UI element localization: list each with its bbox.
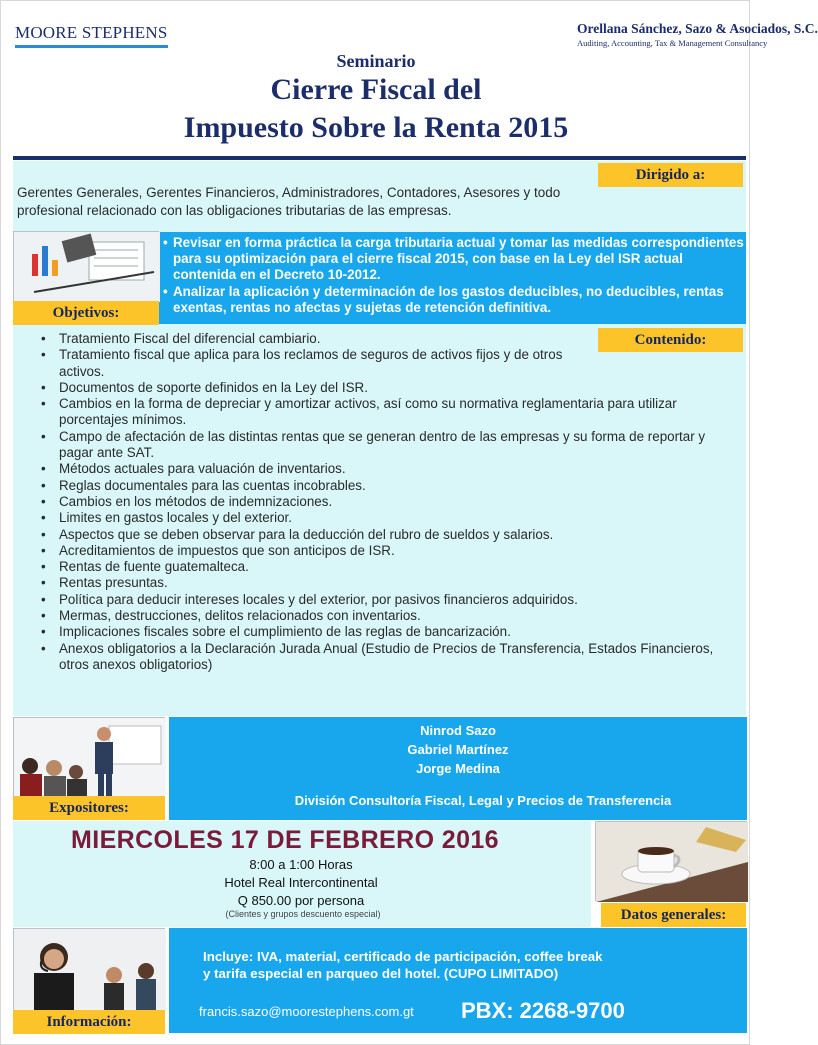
- info-panel: [169, 928, 747, 1033]
- contact-photo: [13, 928, 165, 1010]
- orellana-logo: [577, 21, 818, 48]
- info-tab: Información:: [13, 1010, 165, 1034]
- call-center-icon: [14, 929, 166, 1011]
- content-item: • Política para deducir intereses locales y del exterior, por pasivos financieros adquiridos.: [39, 592, 735, 608]
- contact-email[interactable]: francis.sazo@moorestephens.com.gt: [199, 1004, 414, 1019]
- seminar-title: [1, 71, 751, 147]
- event-price: Q 850.00 por persona: [237, 893, 365, 908]
- header-divider: [13, 156, 746, 160]
- coffee-cup-icon: [596, 822, 748, 902]
- content-item: • Limites en gastos locales y del exterior.: [39, 510, 735, 526]
- objectives-list: [163, 235, 745, 317]
- orellana-logo-name: Orellana Sánchez, Sazo & Asociados, S.C.: [577, 21, 818, 36]
- speakers-photo: [13, 717, 165, 796]
- event-tab: Datos generales:: [601, 903, 746, 927]
- event-date: MIERCOLES 17 DE FEBRERO 2016: [71, 826, 499, 854]
- objective-item: • Revisar en forma práctica la carga tributaria actual y tomar las medidas correspondientes para su optimización para el cierre fiscal 2015, con base en la Ley del ISR actual contenida en el Decreto 10-2012.: [163, 235, 745, 283]
- objective-item: • Analizar la aplicación y determinación de los gastos deducibles, no deducibles, rentas exentas, rentas no afectas y sujetas de retención definitiva.: [163, 284, 745, 316]
- audience-tab: Dirigido a:: [598, 163, 743, 187]
- contact-phone[interactable]: PBX: 2268-9700: [461, 998, 625, 1023]
- content-item: • Reglas documentales para las cuentas incobrables.: [39, 478, 735, 494]
- content-item: • Anexos obligatorios a la Declaración Jurada Anual (Estudio de Precios de Transferencia, Estados Financieros, otros anexos obligatorios): [39, 641, 735, 674]
- speaker-name: Ninrod Sazo: [420, 723, 496, 738]
- presenter-icon: [14, 718, 166, 797]
- info-includes-line-2: y tarifa especial en parqueo del hotel. (CUPO LIMITADO): [203, 966, 559, 981]
- content-item: • Mermas, destrucciones, delitos relacionados con inventarios.: [39, 608, 735, 624]
- speaker-name: Jorge Medina: [416, 761, 500, 776]
- speakers-tab: Expositores:: [13, 796, 165, 820]
- moore-stephens-logo: MOORE STEPHENS: [15, 23, 168, 42]
- content-item: • Documentos de soporte definidos en la Ley del ISR.: [39, 380, 735, 396]
- coffee-photo: [595, 821, 747, 901]
- speakers-panel: [169, 717, 747, 820]
- seminar-label: Seminario: [336, 51, 416, 71]
- content-item: • Métodos actuales para valuación de inventarios.: [39, 461, 735, 477]
- content-item: • Campo de afectación de las distintas rentas que se generan dentro de las empresas y su forma de reportar y pagar ante SAT.: [39, 429, 735, 462]
- content-item: • Tratamiento fiscal que aplica para los reclamos de seguros de activos fijos y de otros activos.: [39, 347, 735, 380]
- title-line-2: Impuesto Sobre la Renta 2015: [183, 111, 569, 144]
- content-item: • Tratamiento Fiscal del diferencial cambiario.: [39, 331, 735, 347]
- logo-underline: [15, 45, 168, 48]
- event-venue: Hotel Real Intercontinental: [224, 875, 378, 890]
- charts-and-calculator-icon: [14, 232, 160, 302]
- speakers-division: División Consultoría Fiscal, Legal y Precios de Transferencia: [294, 793, 672, 808]
- content-item: • Cambios en los métodos de indemnizaciones.: [39, 494, 735, 510]
- event-time: 8:00 a 1:00 Horas: [249, 857, 353, 872]
- content-item: • Acreditamientos de impuestos que son anticipos de ISR.: [39, 543, 735, 559]
- event-discount-note: (Clientes y grupos descuento especial): [225, 909, 381, 919]
- content-item: • Implicaciones fiscales sobre el cumplimiento de las reglas de bancarización.: [39, 624, 735, 640]
- objectives-photo: [13, 231, 159, 301]
- content-list: [39, 331, 735, 673]
- content-item: • Cambios en la forma de depreciar y amortizar activos, así como su normativa reglamentaria para utilizar porcentajes mínimos.: [39, 396, 735, 429]
- speaker-name: Gabriel Martínez: [407, 742, 509, 757]
- title-line-1: Cierre Fiscal del: [270, 73, 482, 106]
- orellana-logo-tagline: Auditing, Accounting, Tax & Management Consultancy: [577, 38, 768, 48]
- content-tab: Contenido:: [598, 328, 743, 352]
- content-item: • Aspectos que se deben observar para la deducción del rubro de sueldos y salarios.: [39, 527, 735, 543]
- objectives-tab: Objetivos:: [13, 301, 159, 325]
- info-includes-line-1: Incluye: IVA, material, certificado de participación, coffee break: [203, 949, 603, 964]
- content-item: • Rentas de fuente guatemalteca.: [39, 559, 735, 575]
- audience-text: Gerentes Generales, Gerentes Financieros, Administradores, Contadores, Asesores y todo profesional relacionado con las obligaciones tributarias de las empresas.: [17, 185, 561, 218]
- content-item: • Rentas presuntas.: [39, 575, 735, 591]
